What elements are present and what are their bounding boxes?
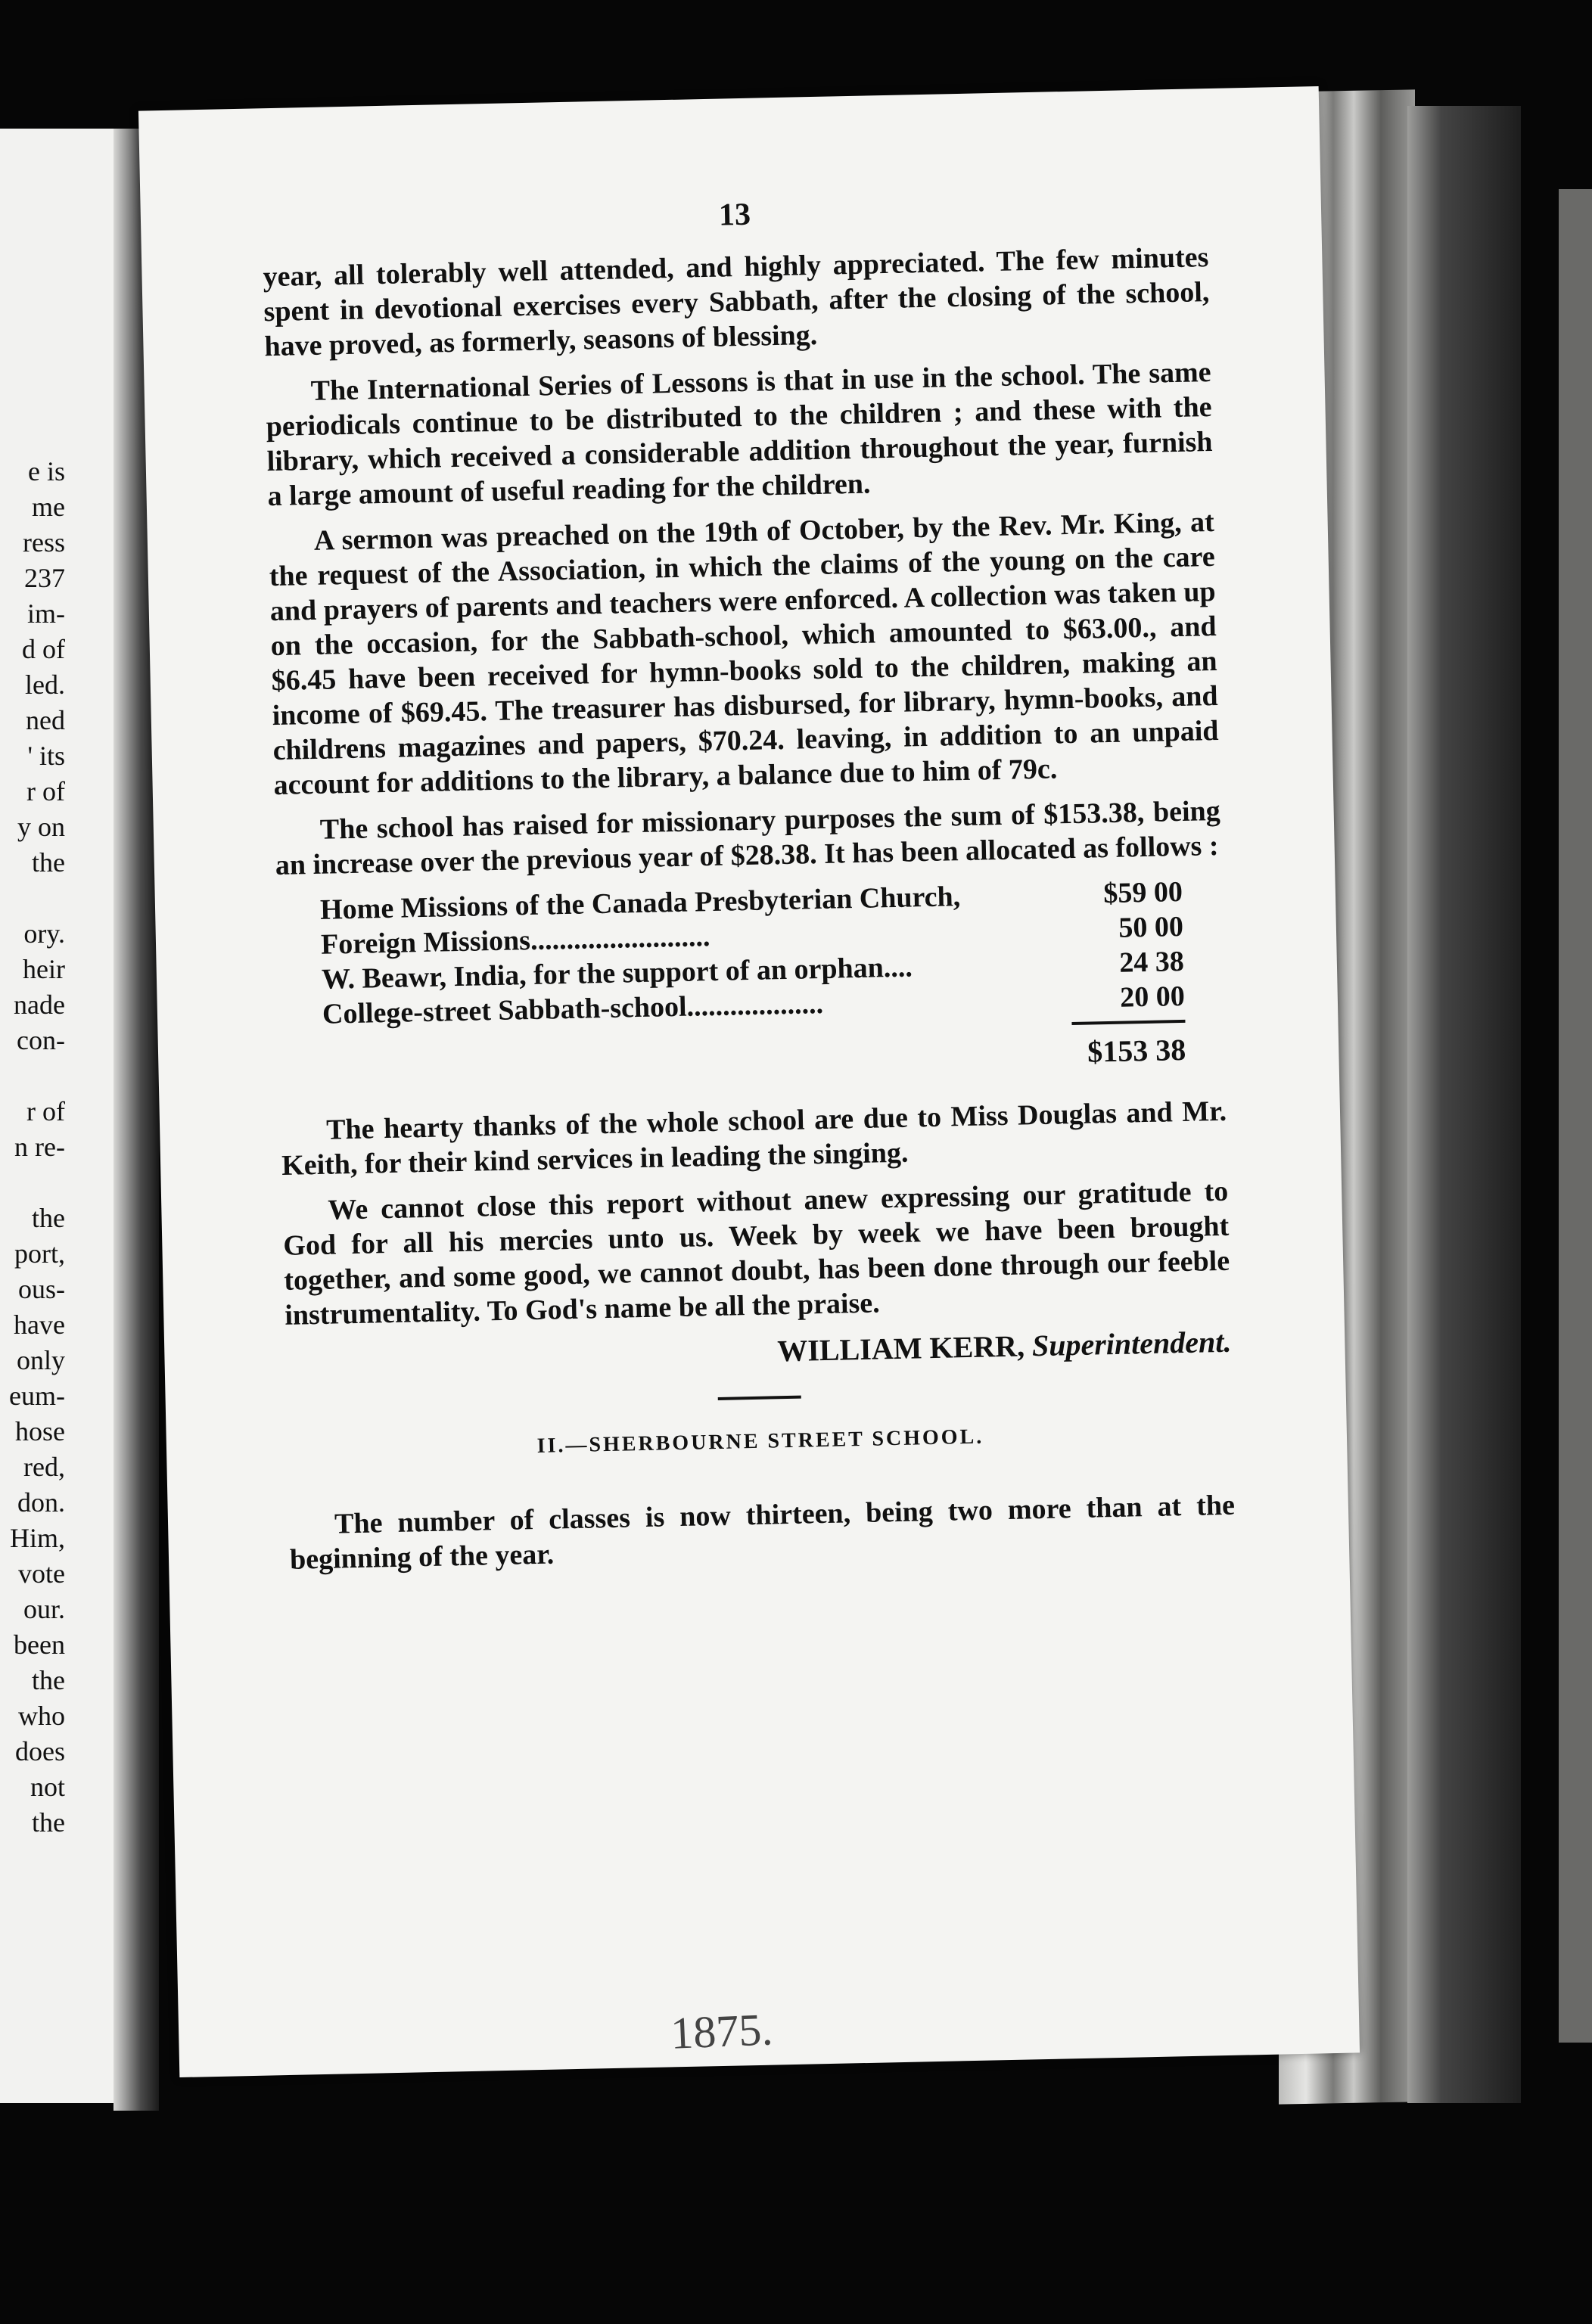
- closing-paragraph-2: We cannot close this report without anew expressing our gratitude to God for all his mercies unto us. Week by week we have been brought together, and some good, we cannot doubt, has been done through our feeble instrumentality. To God's name be all the praise.: [282, 1175, 1230, 1331]
- left-page-fragment: eum-: [9, 1381, 65, 1411]
- left-page-fragment: who: [18, 1701, 65, 1731]
- left-page-fragment: heir: [23, 954, 65, 984]
- bottom-year-mark: 1875.: [669, 2004, 774, 2058]
- left-page-fragment: ous-: [18, 1274, 65, 1304]
- left-page-fragment: the: [32, 1203, 65, 1233]
- left-page-fragment: [0, 881, 65, 916]
- allocation-label: College-street Sabbath-school...................: [322, 987, 824, 1030]
- left-page-fragment: ' its: [27, 741, 65, 771]
- allocation-label: Home Missions of the Canada Presbyterian Church,: [319, 881, 961, 926]
- allocation-list: [320, 875, 1186, 1086]
- paragraph-1: year, all tolerably well attended, and highly appreciated. The few minutes spent in devotional exercises every Sabbath, after the closing of the school, have proved, as formerly, seasons of blessing.: [263, 241, 1210, 363]
- left-page-fragment: the: [32, 847, 65, 878]
- left-page-fragment: have: [14, 1310, 65, 1340]
- allocation-amount: 20 00: [1119, 980, 1186, 1014]
- left-page-fragment: port,: [14, 1238, 65, 1269]
- left-page-fragment: not: [30, 1772, 65, 1802]
- left-page-fragment: only: [16, 1345, 65, 1375]
- left-page-fragment: hose: [15, 1416, 65, 1446]
- left-page-fragment: red,: [23, 1452, 65, 1482]
- section-heading: II.—SHERBOURNE STREET SCHOOL.: [536, 1425, 984, 1458]
- allocation-label: W. Beawr, India, for the support of an orphan....: [321, 951, 913, 996]
- left-page-fragment: im-: [27, 598, 65, 629]
- left-page-fragment: e is: [28, 456, 65, 486]
- left-page-fragment: [0, 1058, 65, 1094]
- left-page-fragment: been: [14, 1630, 65, 1660]
- left-page-fragment: 237: [24, 563, 65, 593]
- left-page-fragment: n re-: [14, 1132, 65, 1162]
- left-page-fragment: the: [32, 1807, 65, 1838]
- left-page-fragment: [0, 1165, 65, 1201]
- left-page-fragment: the: [32, 1665, 65, 1695]
- left-page-fragment: our.: [23, 1594, 65, 1624]
- left-page-fragment: don.: [17, 1487, 65, 1518]
- left-page-fragment: me: [32, 492, 65, 522]
- total-rule: [1071, 1020, 1185, 1025]
- allocation-total: $153 38: [1087, 1032, 1186, 1069]
- left-page-fragment: r of: [26, 776, 65, 806]
- signature-title: Superintendent.: [1031, 1324, 1232, 1363]
- left-page-fragment: y on: [17, 812, 65, 842]
- left-page-fragment: led.: [25, 670, 65, 700]
- left-page-fragment: nade: [14, 990, 65, 1020]
- allocation-amount: 24 38: [1118, 945, 1185, 979]
- signature-name: WILLIAM KERR,: [776, 1328, 1025, 1369]
- left-page-fragment: vote: [18, 1558, 65, 1589]
- paragraph-3: A sermon was preached on the 19th of October, by the Rev. Mr. King, at the request of the Association, in which the claims of the young on the care and prayers of parents and teachers were enforced. A collection was taken up on the occasion, for the Sabbath-school, which amounted to $63.00., and $6.45 have been received for hymn-books sold to the children, making an income of $69.45. The treasurer has disbursed, for library, hymn-books, and childrens magazines and papers, $70.24. leaving, in addition to an unpaid account for additions to the library, a balance due to him of 79c.: [269, 505, 1219, 802]
- closing-paragraph-1: The hearty thanks of the whole school are due to Miss Douglas and Mr. Keith, for their kind services in leading the singing.: [281, 1095, 1227, 1182]
- paragraph-2: The International Series of Lessons is that in use in the school. The same periodicals continue to be distributed to the children ; and these with the library, which received a considerable addition throughout the year, furnish a large amount of useful reading for the children.: [266, 356, 1213, 513]
- book-cover-right: [1407, 106, 1521, 2103]
- allocation-label: Foreign Missions.........................: [320, 921, 710, 961]
- section-paragraph: The number of classes is now thirteen, being two more than at the beginning of the year.: [289, 1489, 1236, 1576]
- left-page-text-fragments: [0, 454, 65, 1841]
- allocation-amount: 50 00: [1118, 910, 1184, 944]
- right-page: [138, 86, 1360, 2077]
- background-strip: [1559, 189, 1592, 2043]
- paragraph-4: The school has raised for missionary purposes the sum of $153.38, being an increase over the previous year of $28.38. It has been allocated as follows :: [275, 794, 1221, 882]
- page-content: [262, 187, 1236, 1588]
- page-number: 13: [718, 197, 751, 233]
- signature: [285, 1324, 1232, 1379]
- left-page-fragment: Him,: [9, 1523, 65, 1553]
- left-page-fragment: ory.: [23, 918, 65, 949]
- section-divider: [718, 1396, 801, 1400]
- left-page-fragment: con-: [17, 1025, 65, 1055]
- left-page-fragment: does: [15, 1736, 65, 1766]
- left-page-fragment: ress: [23, 527, 65, 558]
- left-page-fragment: r of: [26, 1096, 65, 1126]
- left-page-fragment: ned: [26, 705, 65, 735]
- left-page-fragment: d of: [22, 634, 65, 664]
- allocation-amount: $59 00: [1102, 875, 1183, 910]
